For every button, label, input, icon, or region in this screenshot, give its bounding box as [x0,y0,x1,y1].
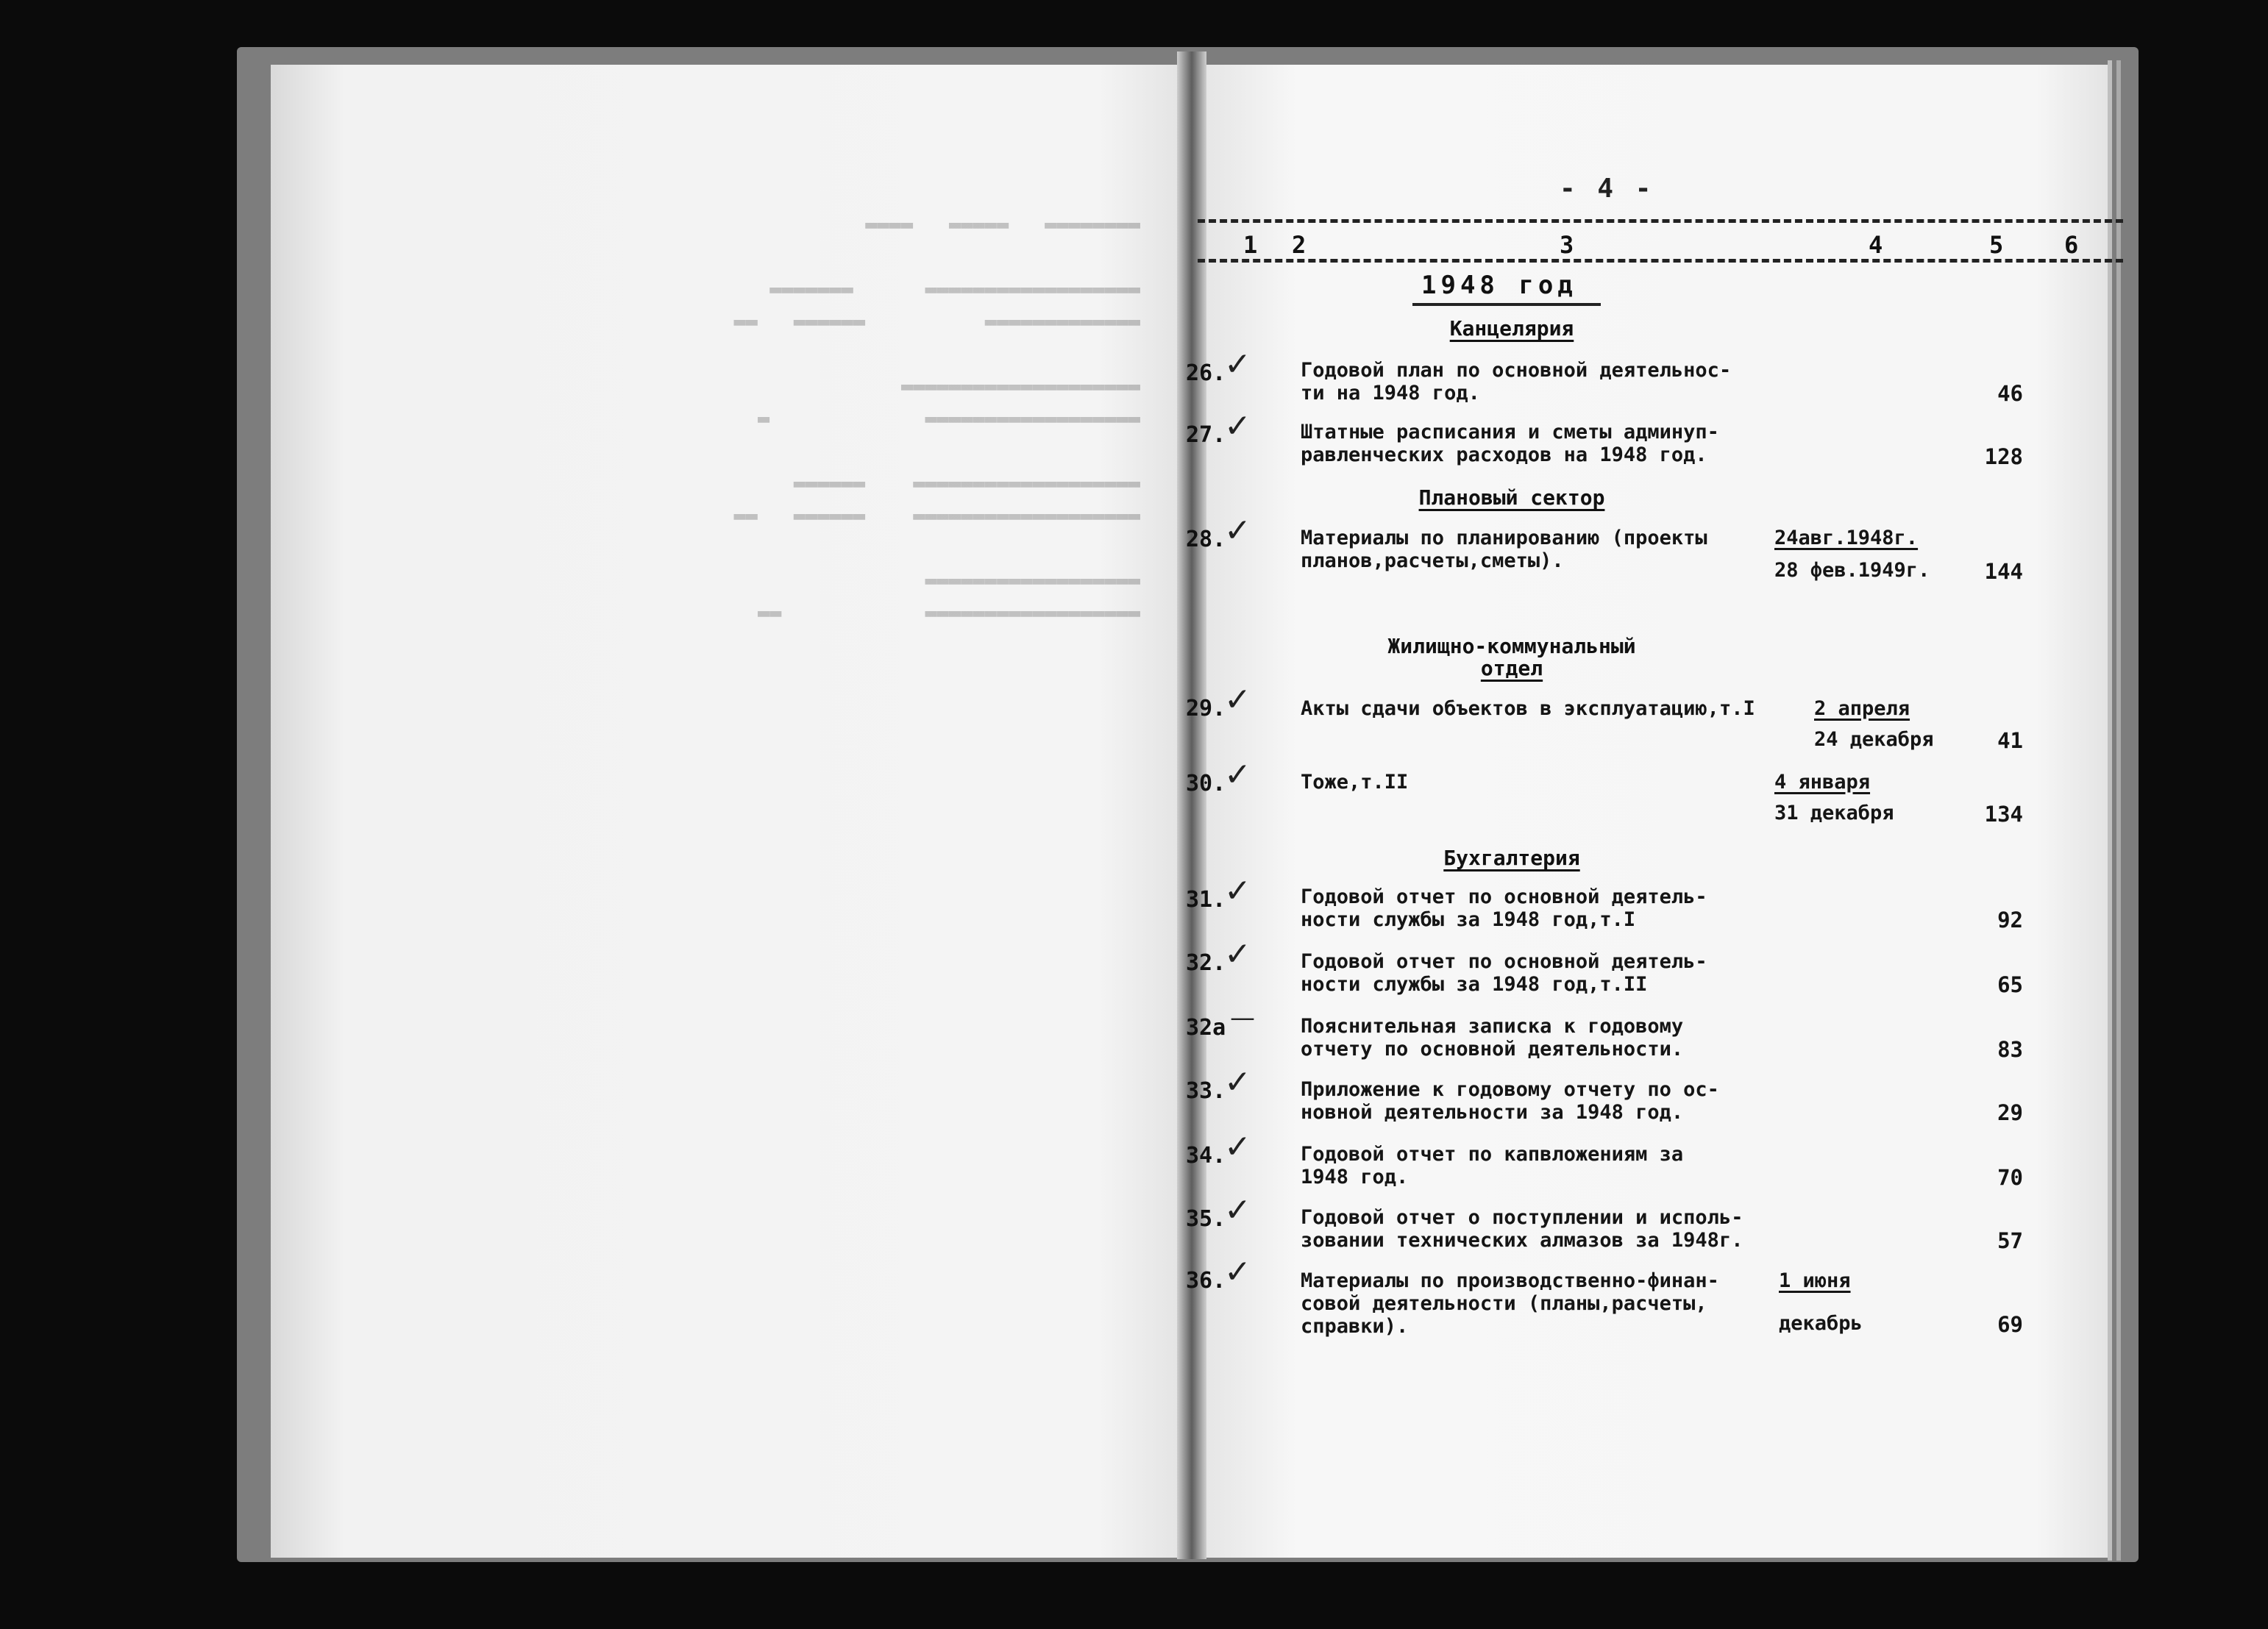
book-gutter [1177,51,1206,1559]
record-number: 32. [1186,950,1226,976]
title-line: справки). [1301,1315,1409,1338]
check-mark-icon: ✓ [1224,1253,1251,1291]
record-title [1301,1206,1771,1252]
title-line: Годовой план по основной деятельнос- [1301,359,1732,382]
title-line: совой деятельности (планы,расчеты, [1301,1292,1707,1315]
record-title [1301,527,1771,572]
record-number: 33. [1186,1078,1226,1104]
title-line: отчету по основной деятельности. [1301,1038,1684,1061]
dash-mark-icon: — [1230,1003,1255,1033]
sheet-count: 83 [1997,1037,2023,1062]
title-line: 1948 год. [1301,1166,1409,1188]
sheet-count: 128 [1984,444,2023,469]
record-number: 30. [1186,771,1226,796]
record-title [1301,1143,1771,1188]
sheet-count: 46 [1997,381,2023,406]
record-title [1301,1015,1771,1061]
title-line: Годовой отчет по основной деятель- [1301,950,1707,973]
check-mark-icon: ✓ [1224,681,1251,719]
check-mark-icon: ✓ [1224,407,1251,445]
sheet-count: 144 [1984,559,2023,584]
check-mark-icon: ✓ [1224,1191,1251,1229]
check-mark-icon: ✓ [1224,346,1251,383]
title-line: Годовой отчет по основной деятель- [1301,885,1707,908]
section-heading: Жилищно-коммунальный [1387,634,1636,658]
record-number: 35. [1186,1206,1226,1232]
sheet-count: 70 [1997,1165,2023,1190]
column-number: 2 [1292,231,1307,259]
bleed-through-text: ▬▬▬▬▬▬▬▬ ▬▬▬▬▬ ▬▬▬▬ ▬▬▬▬▬▬▬▬▬▬▬▬▬▬▬▬▬▬ ▬▬▬▬▬▬▬ ▬▬▬▬▬▬▬▬▬▬▬▬▬ ▬▬▬▬▬▬ ▬▬ ▬▬▬▬▬▬▬▬▬▬▬▬▬▬▬▬▬▬▬▬ ▬▬▬▬▬▬▬▬▬▬▬▬▬▬▬▬▬▬ ▬ ▬▬▬▬▬▬▬▬▬▬▬▬▬▬▬▬▬▬▬ ▬▬▬▬▬▬ ▬▬▬▬▬▬▬▬▬▬▬▬▬▬▬▬▬▬▬ ▬▬▬▬▬▬ ▬▬ ▬▬▬▬▬▬▬▬▬▬▬▬▬▬▬▬▬▬ ▬▬▬▬▬▬▬▬▬▬▬▬▬▬▬▬▬▬ ▬▬ [733,213,1140,624]
sheet-count: 57 [1997,1228,2023,1253]
sheet-count: 92 [1997,908,2023,933]
check-mark-icon: ✓ [1224,935,1251,973]
year-underline [1412,303,1601,306]
sheet-count: 29 [1997,1100,2023,1125]
date-from: 24авг.1948г. [1774,527,1919,549]
column-number: 1 [1243,231,1258,259]
title-line: Годовой отчет по капвложениям за [1301,1143,1684,1166]
title-line: ности службы за 1948 год,т.I [1301,908,1636,931]
record-number: 29. [1186,696,1226,721]
record-number: 34. [1186,1143,1226,1169]
title-line: ти на 1948 год. [1301,382,1480,404]
column-number: 6 [2064,231,2079,259]
date-from: 1 июня [1779,1269,1851,1292]
title-line: равленческих расходов на 1948 год. [1301,443,1707,466]
title-line: планов,расчеты,сметы). [1301,549,1564,572]
date-to: декабрь [1779,1312,1863,1335]
sheet-count: 134 [1984,802,2023,827]
record-number: 31. [1186,887,1226,913]
record-number: 28. [1186,527,1226,552]
column-number: 5 [1989,231,2004,259]
sheet-count: 65 [1997,972,2023,997]
title-line: Материалы по планированию (проекты [1301,527,1707,549]
page-number: - 4 - [1560,174,1654,204]
column-number: 3 [1560,231,1574,259]
title-line: ности службы за 1948 год,т.II [1301,973,1648,996]
title-line: Тоже,т.II [1301,771,1409,794]
record-title [1301,697,1816,720]
record-title [1301,421,1771,466]
record-title [1301,1269,1771,1338]
header-dash-line [1198,219,2123,223]
record-number: 26. [1186,360,1226,386]
record-title [1301,771,1771,794]
title-line: Акты сдачи объектов в эксплуатацию,т.I [1301,697,1755,720]
title-line: Материалы по производственно-финан- [1301,1269,1719,1292]
date-from: 4 января [1774,771,1871,794]
date-to: 31 декабря [1774,802,1894,824]
check-mark-icon: ✓ [1224,1063,1251,1101]
title-line: Годовой отчет о поступлении и исполь- [1301,1206,1743,1229]
date-to: 28 фев.1949г. [1774,559,1930,582]
check-mark-icon: ✓ [1224,756,1251,794]
check-mark-icon: ✓ [1224,1128,1251,1166]
title-line: Приложение к годовому отчету по ос- [1301,1078,1719,1101]
title-line: Пояснительная записка к годовому [1301,1015,1684,1038]
check-mark-icon: ✓ [1224,512,1251,549]
section-heading: отдел [1480,656,1543,680]
page-edge [2108,60,2112,1561]
sheet-count: 69 [1997,1312,2023,1337]
section-heading: Бухгалтерия [1443,846,1580,870]
title-line: зовании технических алмазов за 1948г. [1301,1229,1743,1252]
record-number: 27. [1186,422,1226,448]
date-to: 24 декабря [1814,728,1934,751]
record-number: 32а [1186,1015,1226,1041]
section-heading: Канцелярия [1449,316,1574,341]
year-heading: 1948 год [1421,271,1577,300]
record-title [1301,1078,1771,1124]
sheet-count: 41 [1997,728,2023,753]
header-dash-line [1198,259,2123,263]
record-title [1301,950,1771,996]
page-edge [2116,60,2121,1561]
check-mark-icon: ✓ [1224,872,1251,910]
date-from: 2 апреля [1814,697,1910,720]
column-header [1198,219,2123,263]
record-number: 36. [1186,1268,1226,1294]
column-number: 4 [1869,231,1883,259]
section-heading: Плановый сектор [1418,485,1605,510]
record-title [1301,885,1771,931]
record-title [1301,359,1771,404]
title-line: новной деятельности за 1948 год. [1301,1101,1684,1124]
title-line: Штатные расписания и сметы админуп- [1301,421,1719,443]
